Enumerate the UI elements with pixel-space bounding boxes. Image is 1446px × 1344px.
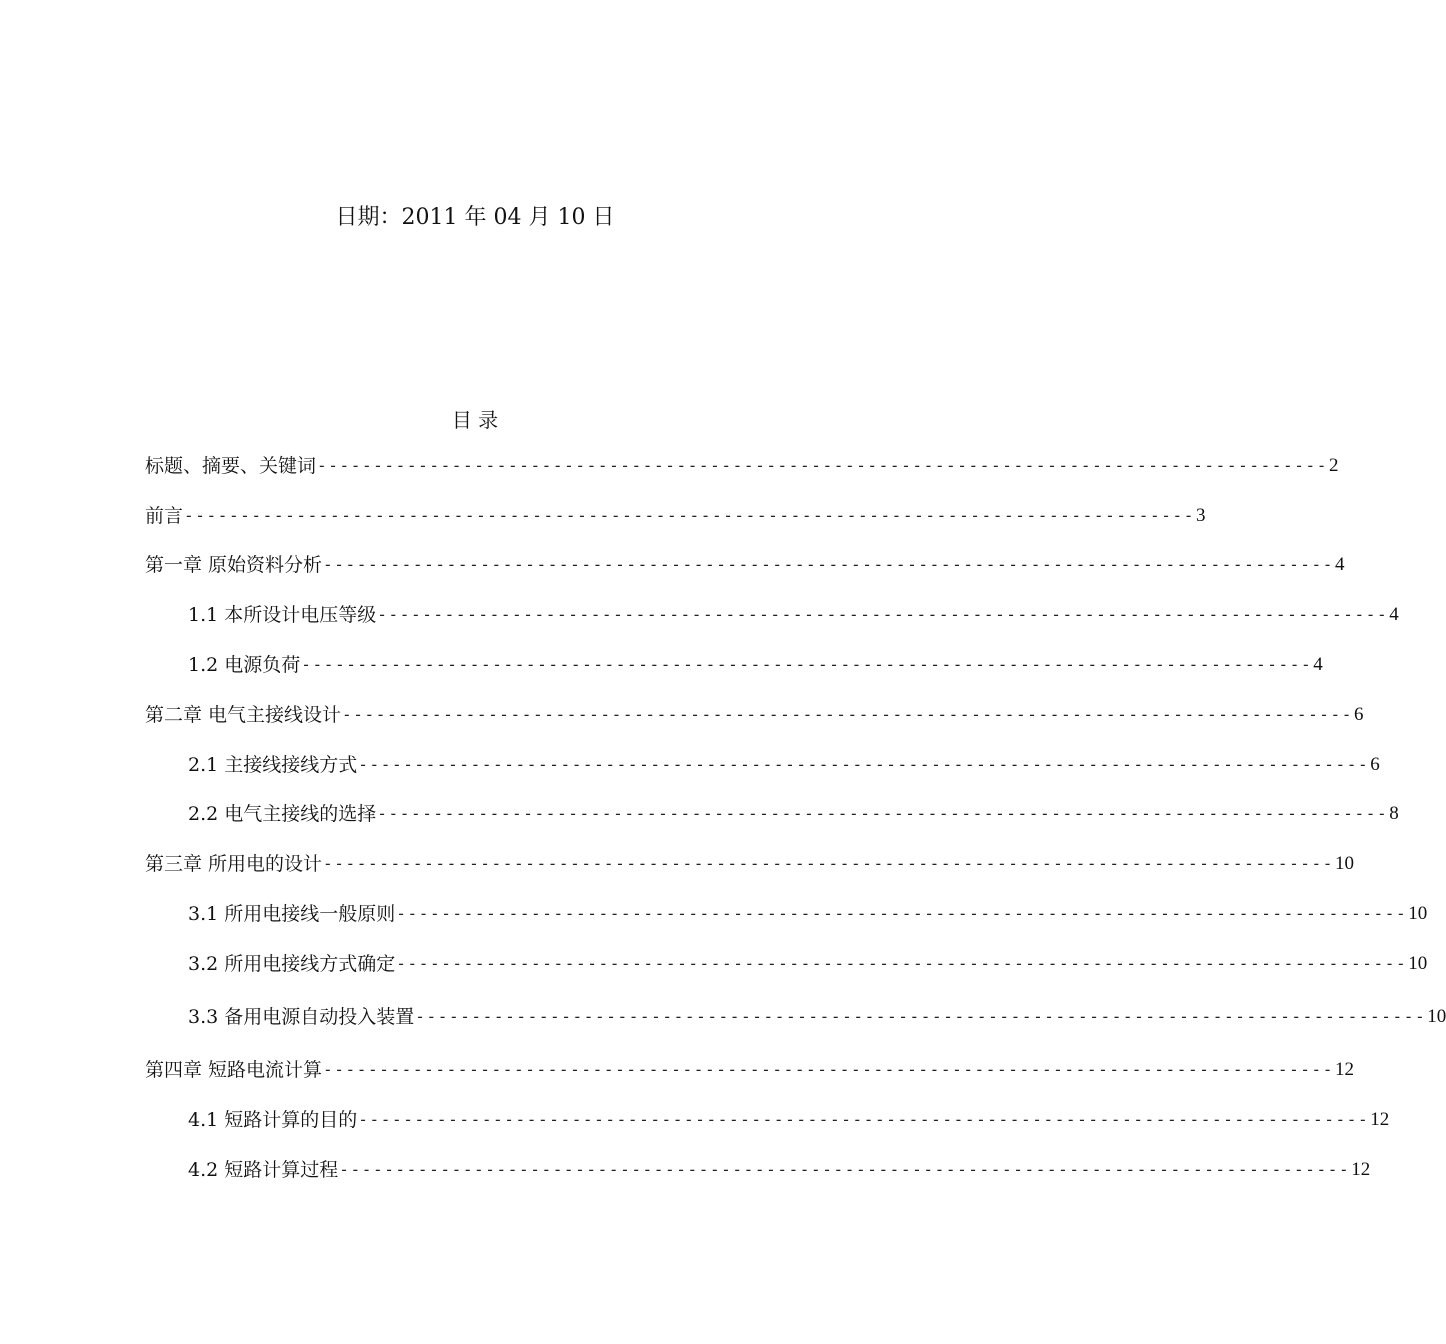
toc-entry-page: 6 bbox=[1354, 704, 1364, 725]
toc-entry-page: 4 bbox=[1313, 654, 1323, 675]
toc-leader: ------------------------------------------------------------------------------------------ bbox=[339, 1160, 1351, 1179]
toc-entry-text: 3.3 备用电源自动投入装置 bbox=[188, 1006, 415, 1028]
date-line: 日期：2011 年 04 月 10 日 bbox=[335, 205, 615, 230]
toc-entry-text: 2.1 主接线接线方式 bbox=[188, 754, 358, 776]
toc-entry[interactable] bbox=[145, 1056, 1354, 1084]
toc-leader: ------------------------------------------------------------------------------------------ bbox=[358, 1110, 1370, 1129]
toc-entry-text: 3.2 所用电接线方式确定 bbox=[188, 953, 396, 975]
toc-entry[interactable] bbox=[188, 751, 1380, 779]
toc-entry-text: 前言 bbox=[145, 505, 184, 527]
toc-entry-page: 2 bbox=[1328, 455, 1339, 476]
toc-leader: ------------------------------------------------------------------------------------------ bbox=[415, 1007, 1427, 1026]
toc-entry[interactable] bbox=[188, 950, 1428, 978]
toc-entry[interactable] bbox=[188, 1106, 1390, 1134]
toc-leader: ------------------------------------------------------------------------------------------ bbox=[342, 705, 1353, 724]
toc-entry-text: 4.1 短路计算的目的 bbox=[188, 1109, 358, 1131]
toc-leader: ------------------------------------------------------------------------------------------ bbox=[184, 506, 1195, 525]
toc-entry-text: 第一章 原始资料分析 bbox=[145, 554, 323, 576]
toc-entry-text: 2.2 电气主接线的选择 bbox=[188, 803, 377, 825]
toc-entry[interactable] bbox=[188, 900, 1428, 928]
toc-entry-page: 3 bbox=[1195, 505, 1206, 526]
toc-entry[interactable] bbox=[188, 1003, 1446, 1031]
toc-entry-text: 标题、摘要、关键词 bbox=[145, 455, 317, 477]
toc-entry-page: 10 bbox=[1427, 1006, 1446, 1027]
toc-entry-page: 10 bbox=[1335, 853, 1354, 874]
toc-entry-text: 3.1 所用电接线一般原则 bbox=[188, 903, 396, 925]
toc-entry-page: 6 bbox=[1370, 754, 1380, 775]
toc-entry[interactable] bbox=[188, 1156, 1371, 1184]
toc-leader: ------------------------------------------------------------------------------------------ bbox=[377, 804, 1389, 823]
toc-entry-page: 8 bbox=[1389, 803, 1399, 824]
toc-entry[interactable] bbox=[145, 551, 1345, 579]
toc-entry-page: 4 bbox=[1389, 604, 1399, 625]
toc-entry-text: 1.1 本所设计电压等级 bbox=[188, 604, 377, 626]
toc-entry[interactable] bbox=[188, 601, 1399, 629]
toc-leader: ------------------------------------------------------------------------------------------ bbox=[323, 854, 1334, 873]
toc-title: 目 录 bbox=[451, 408, 499, 432]
toc-leader: ------------------------------------------------------------------------------------------ bbox=[358, 755, 1370, 774]
toc-entry[interactable] bbox=[145, 502, 1206, 530]
toc-entry-page: 12 bbox=[1370, 1109, 1390, 1130]
toc-leader: ------------------------------------------------------------------------------------------ bbox=[396, 904, 1408, 923]
toc-leader: ------------------------------------------------------------------------------------------ bbox=[396, 954, 1408, 973]
toc-entry-page: 4 bbox=[1335, 554, 1345, 575]
toc-leader: ------------------------------------------------------------------------------------------ bbox=[323, 1060, 1334, 1079]
toc-leader: ------------------------------------------------------------------------------------------ bbox=[301, 655, 1313, 674]
toc-entry[interactable] bbox=[188, 800, 1399, 828]
toc-entry[interactable] bbox=[145, 701, 1364, 729]
toc-entry-page: 10 bbox=[1408, 903, 1428, 924]
toc-entry-page: 12 bbox=[1351, 1159, 1371, 1180]
toc-entry-page: 10 bbox=[1408, 953, 1428, 974]
toc-leader: ------------------------------------------------------------------------------------------ bbox=[317, 456, 1328, 475]
toc-entry-text: 4.2 短路计算过程 bbox=[188, 1159, 339, 1181]
toc-entry-page: 12 bbox=[1335, 1059, 1354, 1080]
toc-leader: ------------------------------------------------------------------------------------------ bbox=[323, 555, 1334, 574]
toc-entry[interactable] bbox=[145, 850, 1354, 878]
toc-entry[interactable] bbox=[145, 452, 1339, 480]
toc-entry-text: 1.2 电源负荷 bbox=[188, 654, 301, 676]
toc-entry[interactable] bbox=[188, 651, 1323, 679]
toc-leader: ------------------------------------------------------------------------------------------ bbox=[377, 605, 1389, 624]
toc-entry-text: 第三章 所用电的设计 bbox=[145, 853, 323, 875]
toc-entry-text: 第二章 电气主接线设计 bbox=[145, 704, 342, 726]
toc-entry-text: 第四章 短路电流计算 bbox=[145, 1059, 323, 1081]
